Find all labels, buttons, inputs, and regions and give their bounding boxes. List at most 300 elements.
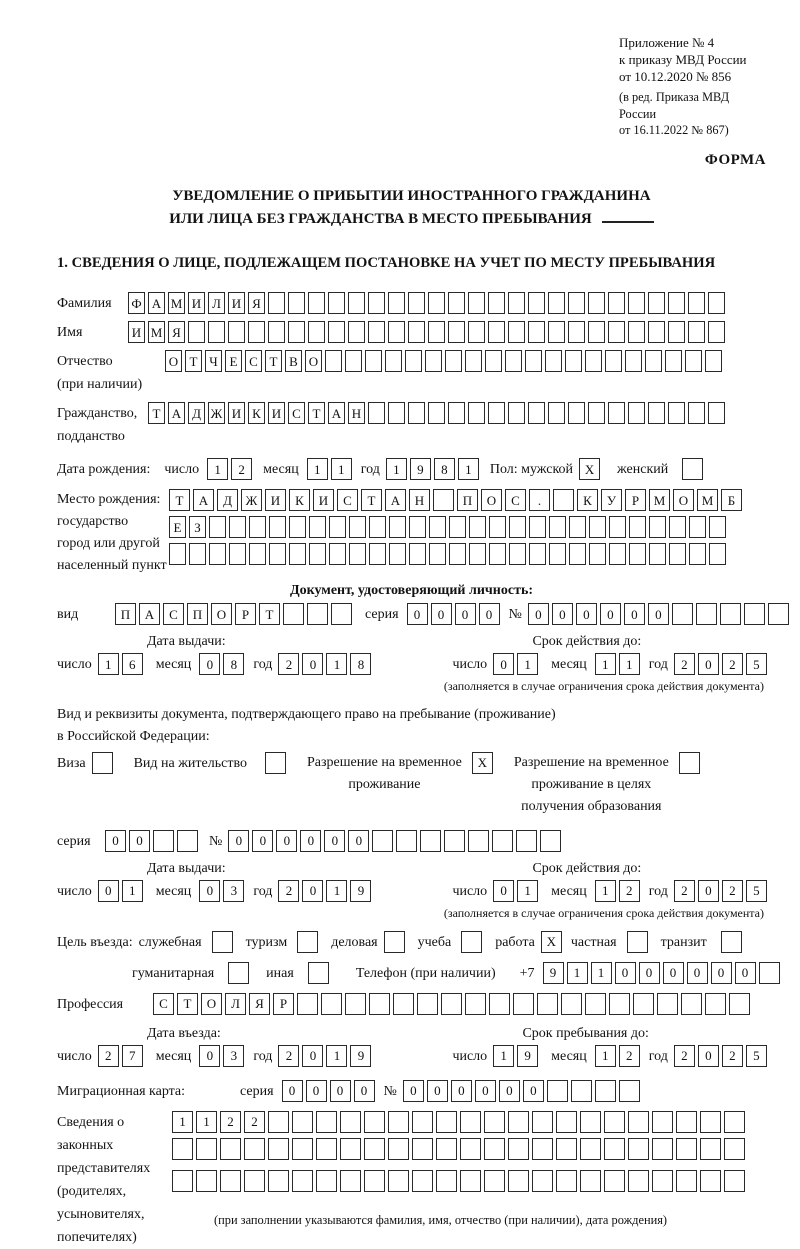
- char-cell[interactable]: [289, 516, 306, 538]
- char-cell[interactable]: 9: [543, 962, 564, 984]
- char-cell[interactable]: [469, 543, 486, 565]
- char-cell[interactable]: А: [385, 489, 406, 511]
- char-cell[interactable]: Ж: [208, 402, 225, 424]
- char-cell[interactable]: [676, 1170, 697, 1192]
- char-cell[interactable]: О: [201, 993, 222, 1015]
- char-cell[interactable]: [553, 489, 574, 511]
- char-cell[interactable]: 0: [431, 603, 452, 625]
- char-cell[interactable]: 0: [98, 880, 119, 902]
- char-cell[interactable]: 0: [354, 1080, 375, 1102]
- char-cell[interactable]: [428, 402, 445, 424]
- char-cell[interactable]: Я: [249, 993, 270, 1015]
- char-cell[interactable]: С: [337, 489, 358, 511]
- char-cell[interactable]: Ж: [241, 489, 262, 511]
- char-cell[interactable]: [244, 1170, 265, 1192]
- char-cell[interactable]: [668, 321, 685, 343]
- char-cell[interactable]: 0: [552, 603, 573, 625]
- char-cell[interactable]: 1: [326, 1045, 347, 1067]
- char-cell[interactable]: [508, 1170, 529, 1192]
- char-cell[interactable]: [316, 1170, 337, 1192]
- char-cell[interactable]: [369, 516, 386, 538]
- char-cell[interactable]: [589, 516, 606, 538]
- char-cell[interactable]: 0: [493, 653, 514, 675]
- char-cell[interactable]: [627, 931, 648, 953]
- char-cell[interactable]: X: [472, 752, 493, 774]
- char-cell[interactable]: [388, 1170, 409, 1192]
- char-cell[interactable]: 0: [199, 1045, 220, 1067]
- char-cell[interactable]: 2: [674, 653, 695, 675]
- char-cell[interactable]: [172, 1170, 193, 1192]
- char-cell[interactable]: [682, 458, 703, 480]
- char-cell[interactable]: [292, 1170, 313, 1192]
- char-cell[interactable]: [269, 543, 286, 565]
- char-cell[interactable]: X: [541, 931, 562, 953]
- char-cell[interactable]: Т: [265, 350, 282, 372]
- char-cell[interactable]: [628, 1138, 649, 1160]
- char-cell[interactable]: [268, 1111, 289, 1133]
- char-cell[interactable]: [489, 543, 506, 565]
- char-cell[interactable]: [177, 830, 198, 852]
- char-cell[interactable]: [540, 830, 561, 852]
- char-cell[interactable]: [436, 1111, 457, 1133]
- char-cell[interactable]: [696, 603, 717, 625]
- char-cell[interactable]: Т: [361, 489, 382, 511]
- char-cell[interactable]: [604, 1170, 625, 1192]
- char-cell[interactable]: 0: [475, 1080, 496, 1102]
- char-cell[interactable]: 0: [455, 603, 476, 625]
- char-cell[interactable]: О: [481, 489, 502, 511]
- char-cell[interactable]: 0: [687, 962, 708, 984]
- char-cell[interactable]: Р: [235, 603, 256, 625]
- char-cell[interactable]: 1: [207, 458, 228, 480]
- char-cell[interactable]: [316, 1111, 337, 1133]
- char-cell[interactable]: [393, 993, 414, 1015]
- char-cell[interactable]: [724, 1170, 745, 1192]
- char-cell[interactable]: 2: [220, 1111, 241, 1133]
- char-cell[interactable]: [648, 402, 665, 424]
- char-cell[interactable]: [724, 1111, 745, 1133]
- char-cell[interactable]: [297, 993, 318, 1015]
- char-cell[interactable]: [492, 830, 513, 852]
- char-cell[interactable]: [609, 993, 630, 1015]
- char-cell[interactable]: [628, 292, 645, 314]
- char-cell[interactable]: [628, 402, 645, 424]
- char-cell[interactable]: 1: [517, 880, 538, 902]
- char-cell[interactable]: [292, 1138, 313, 1160]
- char-cell[interactable]: [465, 993, 486, 1015]
- char-cell[interactable]: [608, 292, 625, 314]
- char-cell[interactable]: [209, 543, 226, 565]
- char-cell[interactable]: [244, 1138, 265, 1160]
- char-cell[interactable]: [619, 1080, 640, 1102]
- char-cell[interactable]: [569, 516, 586, 538]
- char-cell[interactable]: [529, 543, 546, 565]
- char-cell[interactable]: [580, 1170, 601, 1192]
- char-cell[interactable]: [705, 993, 726, 1015]
- char-cell[interactable]: [508, 292, 525, 314]
- char-cell[interactable]: 1: [595, 653, 616, 675]
- char-cell[interactable]: 1: [386, 458, 407, 480]
- char-cell[interactable]: [588, 402, 605, 424]
- char-cell[interactable]: 1: [619, 653, 640, 675]
- char-cell[interactable]: [316, 1138, 337, 1160]
- char-cell[interactable]: 0: [663, 962, 684, 984]
- char-cell[interactable]: [568, 402, 585, 424]
- char-cell[interactable]: [288, 292, 305, 314]
- char-cell[interactable]: [329, 516, 346, 538]
- char-cell[interactable]: [724, 1138, 745, 1160]
- char-cell[interactable]: [709, 516, 726, 538]
- char-cell[interactable]: [689, 543, 706, 565]
- char-cell[interactable]: 2: [98, 1045, 119, 1067]
- char-cell[interactable]: [345, 993, 366, 1015]
- char-cell[interactable]: 0: [493, 880, 514, 902]
- char-cell[interactable]: 0: [403, 1080, 424, 1102]
- char-cell[interactable]: [436, 1138, 457, 1160]
- char-cell[interactable]: М: [649, 489, 670, 511]
- char-cell[interactable]: 0: [302, 880, 323, 902]
- char-cell[interactable]: 0: [735, 962, 756, 984]
- char-cell[interactable]: [388, 1111, 409, 1133]
- char-cell[interactable]: [609, 516, 626, 538]
- char-cell[interactable]: О: [211, 603, 232, 625]
- char-cell[interactable]: [571, 1080, 592, 1102]
- char-cell[interactable]: [633, 993, 654, 1015]
- char-cell[interactable]: [329, 543, 346, 565]
- char-cell[interactable]: [328, 292, 345, 314]
- char-cell[interactable]: 1: [122, 880, 143, 902]
- char-cell[interactable]: [384, 931, 405, 953]
- char-cell[interactable]: [364, 1170, 385, 1192]
- char-cell[interactable]: А: [139, 603, 160, 625]
- char-cell[interactable]: [652, 1170, 673, 1192]
- char-cell[interactable]: 8: [223, 653, 244, 675]
- char-cell[interactable]: [700, 1138, 721, 1160]
- char-cell[interactable]: И: [128, 321, 145, 343]
- char-cell[interactable]: [505, 350, 522, 372]
- char-cell[interactable]: С: [288, 402, 305, 424]
- char-cell[interactable]: [229, 516, 246, 538]
- char-cell[interactable]: [209, 516, 226, 538]
- char-cell[interactable]: [369, 543, 386, 565]
- char-cell[interactable]: [444, 830, 465, 852]
- char-cell[interactable]: [668, 292, 685, 314]
- char-cell[interactable]: А: [168, 402, 185, 424]
- char-cell[interactable]: [340, 1138, 361, 1160]
- char-cell[interactable]: [608, 321, 625, 343]
- char-cell[interactable]: [548, 402, 565, 424]
- char-cell[interactable]: [308, 962, 329, 984]
- char-cell[interactable]: [308, 292, 325, 314]
- char-cell[interactable]: 1: [595, 1045, 616, 1067]
- char-cell[interactable]: М: [697, 489, 718, 511]
- char-cell[interactable]: [565, 350, 582, 372]
- char-cell[interactable]: [461, 931, 482, 953]
- char-cell[interactable]: [229, 543, 246, 565]
- char-cell[interactable]: [720, 603, 741, 625]
- char-cell[interactable]: 7: [122, 1045, 143, 1067]
- char-cell[interactable]: [409, 516, 426, 538]
- char-cell[interactable]: Н: [348, 402, 365, 424]
- char-cell[interactable]: 2: [722, 880, 743, 902]
- char-cell[interactable]: [628, 1170, 649, 1192]
- char-cell[interactable]: 2: [231, 458, 252, 480]
- char-cell[interactable]: [348, 321, 365, 343]
- char-cell[interactable]: 0: [523, 1080, 544, 1102]
- char-cell[interactable]: [700, 1111, 721, 1133]
- char-cell[interactable]: [604, 1111, 625, 1133]
- char-cell[interactable]: [688, 321, 705, 343]
- char-cell[interactable]: М: [168, 292, 185, 314]
- char-cell[interactable]: 2: [619, 1045, 640, 1067]
- char-cell[interactable]: [309, 543, 326, 565]
- char-cell[interactable]: [681, 993, 702, 1015]
- char-cell[interactable]: [484, 1170, 505, 1192]
- char-cell[interactable]: К: [577, 489, 598, 511]
- char-cell[interactable]: С: [245, 350, 262, 372]
- char-cell[interactable]: [513, 993, 534, 1015]
- char-cell[interactable]: [669, 516, 686, 538]
- char-cell[interactable]: 2: [278, 653, 299, 675]
- char-cell[interactable]: [265, 752, 286, 774]
- char-cell[interactable]: [268, 1138, 289, 1160]
- char-cell[interactable]: [372, 830, 393, 852]
- char-cell[interactable]: [649, 543, 666, 565]
- char-cell[interactable]: [509, 543, 526, 565]
- char-cell[interactable]: [625, 350, 642, 372]
- char-cell[interactable]: [349, 543, 366, 565]
- char-cell[interactable]: [412, 1138, 433, 1160]
- char-cell[interactable]: [532, 1170, 553, 1192]
- char-cell[interactable]: 0: [576, 603, 597, 625]
- char-cell[interactable]: [708, 292, 725, 314]
- char-cell[interactable]: [679, 752, 700, 774]
- char-cell[interactable]: [396, 830, 417, 852]
- char-cell[interactable]: [429, 543, 446, 565]
- char-cell[interactable]: 0: [479, 603, 500, 625]
- char-cell[interactable]: X: [579, 458, 600, 480]
- char-cell[interactable]: [604, 1138, 625, 1160]
- char-cell[interactable]: [212, 931, 233, 953]
- char-cell[interactable]: [348, 292, 365, 314]
- char-cell[interactable]: Ф: [128, 292, 145, 314]
- char-cell[interactable]: 0: [105, 830, 126, 852]
- char-cell[interactable]: И: [265, 489, 286, 511]
- char-cell[interactable]: У: [601, 489, 622, 511]
- char-cell[interactable]: 0: [600, 603, 621, 625]
- char-cell[interactable]: [609, 543, 626, 565]
- char-cell[interactable]: [389, 516, 406, 538]
- char-cell[interactable]: 1: [331, 458, 352, 480]
- char-cell[interactable]: [580, 1138, 601, 1160]
- char-cell[interactable]: 3: [223, 880, 244, 902]
- char-cell[interactable]: [721, 931, 742, 953]
- char-cell[interactable]: О: [673, 489, 694, 511]
- char-cell[interactable]: [688, 402, 705, 424]
- char-cell[interactable]: [188, 321, 205, 343]
- char-cell[interactable]: [220, 1170, 241, 1192]
- char-cell[interactable]: [708, 321, 725, 343]
- char-cell[interactable]: [685, 350, 702, 372]
- char-cell[interactable]: 0: [711, 962, 732, 984]
- char-cell[interactable]: [628, 1111, 649, 1133]
- char-cell[interactable]: Л: [208, 292, 225, 314]
- char-cell[interactable]: В: [285, 350, 302, 372]
- char-cell[interactable]: [268, 292, 285, 314]
- char-cell[interactable]: 0: [624, 603, 645, 625]
- char-cell[interactable]: [705, 350, 722, 372]
- char-cell[interactable]: [488, 321, 505, 343]
- char-cell[interactable]: [92, 752, 113, 774]
- char-cell[interactable]: 0: [698, 653, 719, 675]
- char-cell[interactable]: П: [115, 603, 136, 625]
- char-cell[interactable]: [488, 402, 505, 424]
- char-cell[interactable]: [548, 321, 565, 343]
- char-cell[interactable]: А: [328, 402, 345, 424]
- char-cell[interactable]: 0: [639, 962, 660, 984]
- char-cell[interactable]: [529, 516, 546, 538]
- char-cell[interactable]: [249, 516, 266, 538]
- char-cell[interactable]: [729, 993, 750, 1015]
- char-cell[interactable]: Н: [409, 489, 430, 511]
- char-cell[interactable]: [460, 1138, 481, 1160]
- char-cell[interactable]: Т: [177, 993, 198, 1015]
- char-cell[interactable]: [556, 1170, 577, 1192]
- char-cell[interactable]: 5: [746, 880, 767, 902]
- char-cell[interactable]: 0: [528, 603, 549, 625]
- char-cell[interactable]: 2: [674, 1045, 695, 1067]
- char-cell[interactable]: [331, 603, 352, 625]
- char-cell[interactable]: [349, 516, 366, 538]
- char-cell[interactable]: [532, 1111, 553, 1133]
- char-cell[interactable]: [460, 1111, 481, 1133]
- char-cell[interactable]: [448, 402, 465, 424]
- char-cell[interactable]: [484, 1111, 505, 1133]
- char-cell[interactable]: 1: [595, 880, 616, 902]
- char-cell[interactable]: [297, 931, 318, 953]
- char-cell[interactable]: [425, 350, 442, 372]
- char-cell[interactable]: [556, 1138, 577, 1160]
- char-cell[interactable]: .: [529, 489, 550, 511]
- char-cell[interactable]: 9: [517, 1045, 538, 1067]
- char-cell[interactable]: [568, 321, 585, 343]
- char-cell[interactable]: 1: [326, 880, 347, 902]
- char-cell[interactable]: [328, 321, 345, 343]
- char-cell[interactable]: Р: [273, 993, 294, 1015]
- char-cell[interactable]: [408, 402, 425, 424]
- char-cell[interactable]: 1: [196, 1111, 217, 1133]
- char-cell[interactable]: [249, 543, 266, 565]
- char-cell[interactable]: [608, 402, 625, 424]
- char-cell[interactable]: [689, 516, 706, 538]
- char-cell[interactable]: [325, 350, 342, 372]
- char-cell[interactable]: [268, 1170, 289, 1192]
- char-cell[interactable]: [468, 292, 485, 314]
- char-cell[interactable]: 9: [350, 1045, 371, 1067]
- char-cell[interactable]: [196, 1170, 217, 1192]
- char-cell[interactable]: [340, 1170, 361, 1192]
- char-cell[interactable]: [172, 1138, 193, 1160]
- char-cell[interactable]: 2: [278, 1045, 299, 1067]
- char-cell[interactable]: [269, 516, 286, 538]
- char-cell[interactable]: [321, 993, 342, 1015]
- char-cell[interactable]: М: [148, 321, 165, 343]
- char-cell[interactable]: [465, 350, 482, 372]
- char-cell[interactable]: Я: [248, 292, 265, 314]
- char-cell[interactable]: [196, 1138, 217, 1160]
- char-cell[interactable]: [744, 603, 765, 625]
- char-cell[interactable]: [368, 402, 385, 424]
- char-cell[interactable]: 1: [458, 458, 479, 480]
- char-cell[interactable]: [629, 543, 646, 565]
- char-cell[interactable]: Е: [225, 350, 242, 372]
- char-cell[interactable]: [547, 1080, 568, 1102]
- char-cell[interactable]: И: [313, 489, 334, 511]
- char-cell[interactable]: [588, 292, 605, 314]
- char-cell[interactable]: 9: [350, 880, 371, 902]
- char-cell[interactable]: [340, 1111, 361, 1133]
- char-cell[interactable]: [485, 350, 502, 372]
- char-cell[interactable]: 8: [350, 653, 371, 675]
- char-cell[interactable]: [369, 993, 390, 1015]
- char-cell[interactable]: [388, 402, 405, 424]
- char-cell[interactable]: [268, 321, 285, 343]
- char-cell[interactable]: 5: [746, 1045, 767, 1067]
- char-cell[interactable]: [676, 1138, 697, 1160]
- char-cell[interactable]: Д: [217, 489, 238, 511]
- char-cell[interactable]: [288, 321, 305, 343]
- char-cell[interactable]: [708, 402, 725, 424]
- char-cell[interactable]: [428, 321, 445, 343]
- char-cell[interactable]: П: [187, 603, 208, 625]
- char-cell[interactable]: 1: [98, 653, 119, 675]
- char-cell[interactable]: [759, 962, 780, 984]
- char-cell[interactable]: [405, 350, 422, 372]
- char-cell[interactable]: [468, 321, 485, 343]
- char-cell[interactable]: 2: [244, 1111, 265, 1133]
- char-cell[interactable]: С: [153, 993, 174, 1015]
- char-cell[interactable]: Т: [169, 489, 190, 511]
- char-cell[interactable]: [709, 543, 726, 565]
- char-cell[interactable]: [556, 1111, 577, 1133]
- char-cell[interactable]: [629, 516, 646, 538]
- char-cell[interactable]: [548, 292, 565, 314]
- char-cell[interactable]: 0: [199, 880, 220, 902]
- char-cell[interactable]: [508, 1138, 529, 1160]
- char-cell[interactable]: [289, 543, 306, 565]
- char-cell[interactable]: [408, 292, 425, 314]
- char-cell[interactable]: П: [457, 489, 478, 511]
- char-cell[interactable]: [436, 1170, 457, 1192]
- char-cell[interactable]: [688, 292, 705, 314]
- char-cell[interactable]: [648, 292, 665, 314]
- char-cell[interactable]: [508, 321, 525, 343]
- char-cell[interactable]: [488, 292, 505, 314]
- char-cell[interactable]: [652, 1111, 673, 1133]
- char-cell[interactable]: 0: [499, 1080, 520, 1102]
- char-cell[interactable]: 1: [591, 962, 612, 984]
- char-cell[interactable]: 2: [674, 880, 695, 902]
- char-cell[interactable]: [549, 516, 566, 538]
- char-cell[interactable]: [489, 993, 510, 1015]
- char-cell[interactable]: И: [268, 402, 285, 424]
- char-cell[interactable]: [528, 321, 545, 343]
- char-cell[interactable]: [408, 321, 425, 343]
- char-cell[interactable]: [412, 1111, 433, 1133]
- char-cell[interactable]: [445, 350, 462, 372]
- char-cell[interactable]: [417, 993, 438, 1015]
- char-cell[interactable]: [585, 350, 602, 372]
